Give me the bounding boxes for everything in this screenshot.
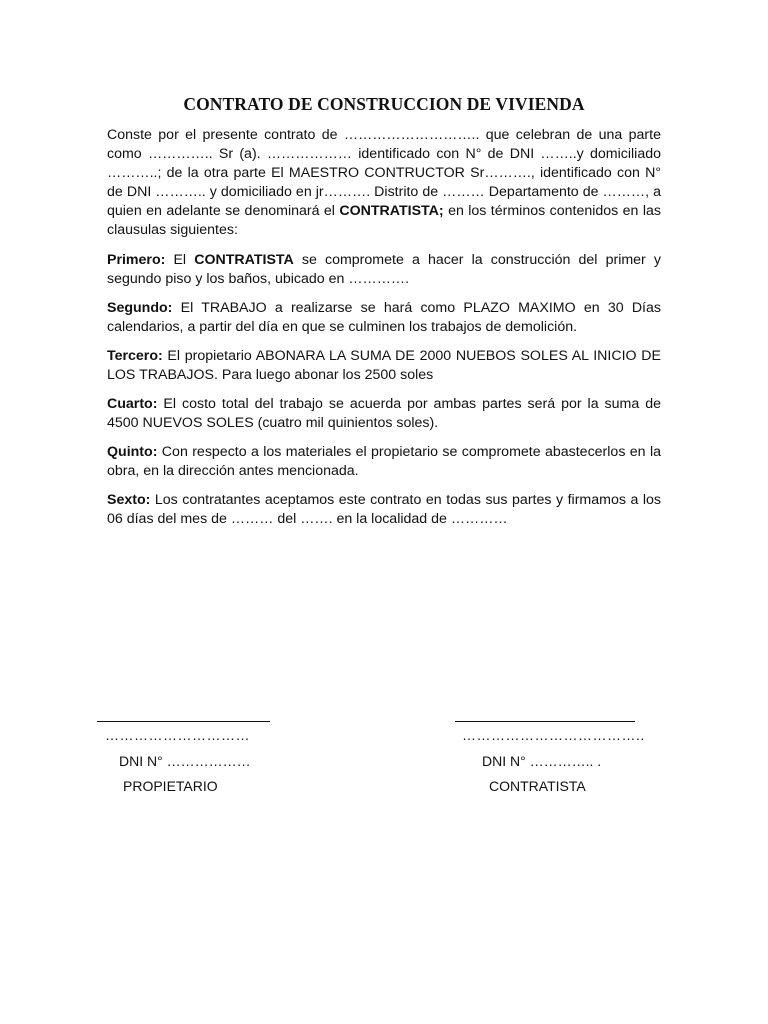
- clause-text: Los contratantes aceptamos este contrato en todas sus partes y firmamos a los 06 días del mes de ……… del ……. en la localidad de …………: [107, 492, 661, 527]
- signature-block-propietario: [97, 712, 270, 794]
- clause-text: El TRABAJO a realizarse se hará como PLAZO MAXIMO en 30 Días calendarios, a partir del día en que se culminen los trabajos de demolición.: [107, 300, 661, 335]
- clause-text: El propietario ABONARA LA SUMA DE 2000 NUEBOS SOLES AL INICIO DE LOS TRABAJOS. Para luego abonar los 2500 soles: [107, 348, 661, 383]
- clause-pre: El: [165, 252, 195, 268]
- clause-label: Quinto:: [107, 444, 158, 460]
- signature-line: [97, 721, 270, 722]
- clause-label: Tercero:: [107, 348, 163, 364]
- clause-text: se compromete a hacer la construcción del primer y segundo piso y los baños, ubicado en ………….: [107, 252, 661, 287]
- clause-label: Segundo:: [107, 300, 173, 316]
- document-title: CONTRATO DE CONSTRUCCION DE VIVIENDA: [183, 94, 585, 114]
- signature-name-placeholder: …………………………: [105, 727, 250, 743]
- contract-body: [107, 126, 661, 539]
- clause-text: El costo total del trabajo se acuerda por ambas partes será por la suma de 4500 NUEVOS SOLES (cuatro mil quinientos soles).: [107, 396, 661, 431]
- signature-dni: DNI N° ………….. .: [482, 753, 602, 769]
- signature-name-placeholder: ………………………………..: [462, 727, 645, 743]
- clause-tercero: [107, 347, 661, 385]
- intro-text-part1: Conste por el presente contrato de ……………………….. que celebran de una parte como ………….. Sr (a). ……………… identificado con N° de DNI ……..y domiciliado ………..; de la otra parte El MAESTRO CONTRUCTOR Sr………., identificado con N° de DNI ……….. y domiciliado en jr………. Distrito de ……… Departamento de ………, a quien en adelante se denominará el: [107, 127, 661, 219]
- clause-quinto: [107, 443, 661, 481]
- signature-role: PROPIETARIO: [123, 778, 218, 794]
- clause-contratista: CONTRATISTA: [194, 252, 294, 268]
- signature-dni: DNI N° ………………: [119, 753, 251, 769]
- intro-paragraph: [107, 126, 661, 240]
- signature-block-contratista: [455, 712, 645, 794]
- clause-label: Sexto:: [107, 492, 151, 508]
- clause-segundo: [107, 299, 661, 337]
- clause-text: Con respecto a los materiales el propietario se compromete abastecerlos en la obra, en la dirección antes mencionada.: [107, 444, 661, 479]
- clause-cuarto: [107, 395, 661, 433]
- signature-line: [455, 721, 635, 722]
- clause-primero: [107, 251, 661, 289]
- signature-role: CONTRATISTA: [489, 778, 586, 794]
- intro-text-part2: en los términos contenidos en las clausulas siguientes:: [107, 203, 661, 238]
- clause-label: Primero:: [107, 252, 166, 268]
- clause-sexto: [107, 491, 661, 529]
- intro-contratista: CONTRATISTA;: [339, 203, 444, 219]
- clause-label: Cuarto:: [107, 396, 158, 412]
